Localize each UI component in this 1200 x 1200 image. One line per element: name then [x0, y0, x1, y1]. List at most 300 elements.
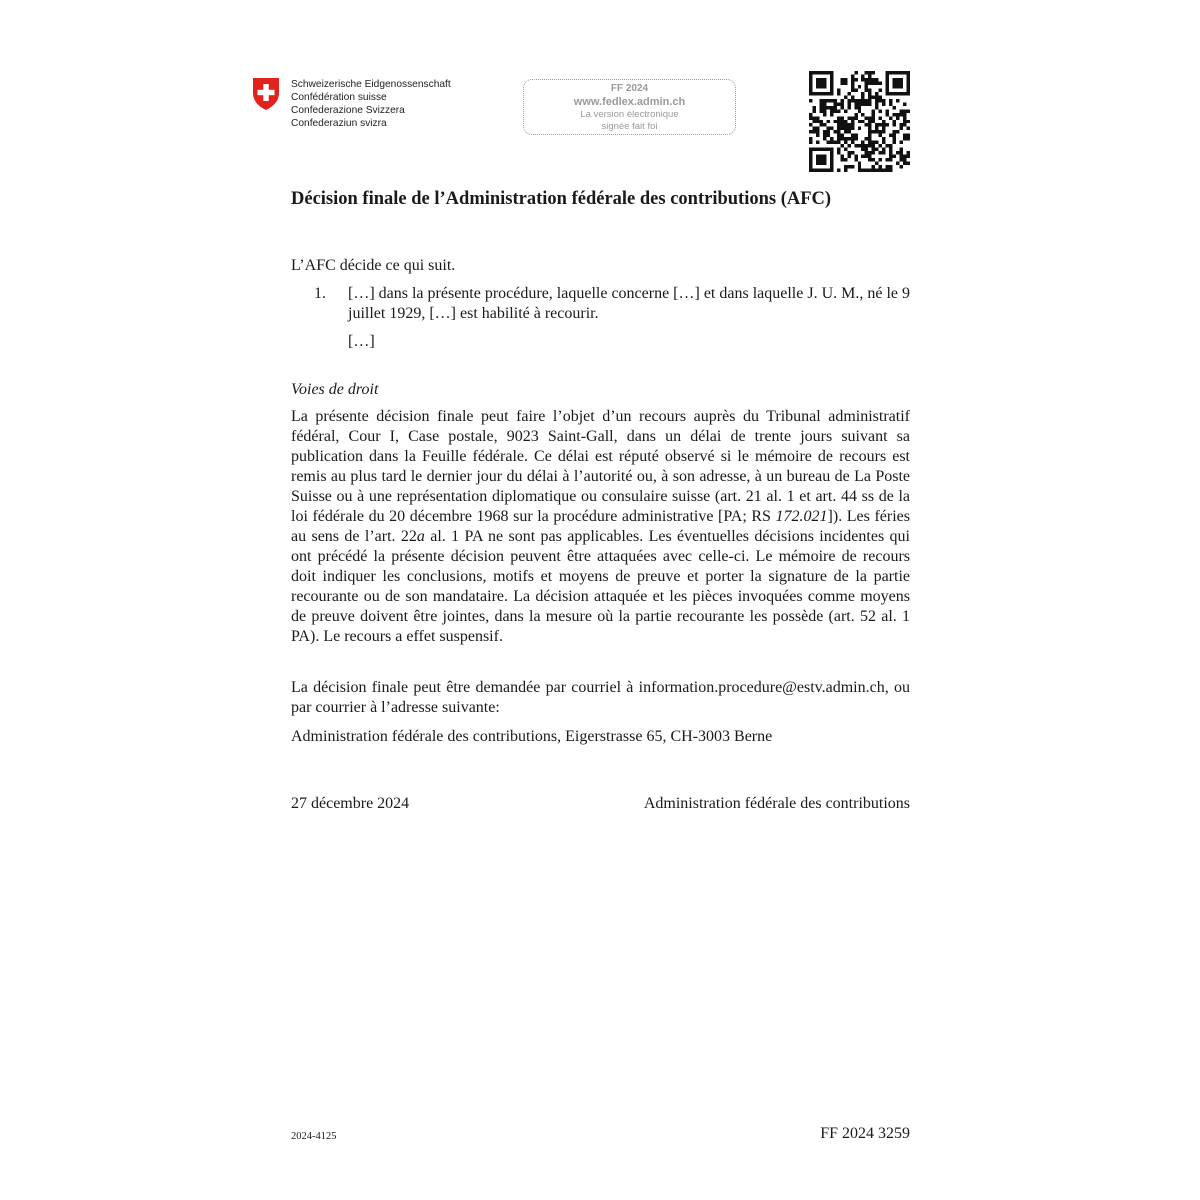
qr-module	[851, 99, 854, 102]
qr-module	[907, 127, 910, 130]
qr-module	[865, 81, 868, 84]
qr-module	[900, 141, 903, 144]
qr-module	[861, 148, 864, 151]
qr-module	[816, 92, 819, 95]
qr-module	[823, 137, 826, 140]
qr-module	[840, 127, 843, 130]
qr-module	[868, 116, 871, 119]
qr-module	[840, 78, 843, 81]
qr-module	[861, 120, 864, 123]
qr-module	[896, 116, 899, 119]
qr-module	[837, 137, 840, 140]
qr-module	[858, 127, 861, 130]
qr-module	[819, 102, 822, 105]
qr-module	[809, 141, 812, 144]
qr-module	[844, 165, 847, 168]
qr-module	[851, 127, 854, 130]
organization-line-it: Confederazione Svizzera	[291, 105, 405, 116]
qr-module	[816, 85, 819, 88]
qr-module	[882, 127, 885, 130]
stamp-line-version: La version électronique	[580, 109, 679, 120]
qr-module	[809, 151, 812, 154]
qr-module	[858, 144, 861, 147]
qr-module	[840, 102, 843, 105]
request-paragraph: La décision finale peut être demandée par courriel à information.procedure@estv.admin.ch, ou par courrier à l’adresse suivante:	[291, 679, 910, 716]
qr-module	[823, 92, 826, 95]
qr-module	[900, 71, 903, 74]
qr-module	[847, 106, 850, 109]
qr-module	[882, 102, 885, 105]
qr-module	[882, 151, 885, 154]
qr-module	[833, 102, 836, 105]
qr-module	[823, 81, 826, 84]
qr-module	[830, 137, 833, 140]
qr-module	[893, 141, 896, 144]
qr-module	[889, 116, 892, 119]
qr-module	[840, 120, 843, 123]
qr-module	[900, 151, 903, 154]
qr-module	[816, 155, 819, 158]
qr-module	[875, 99, 878, 102]
qr-module	[896, 99, 899, 102]
qr-module	[823, 106, 826, 109]
qr-module	[907, 74, 910, 77]
qr-module	[854, 88, 857, 91]
swiss-cross-shield-icon	[252, 77, 280, 111]
qr-module	[875, 78, 878, 81]
qr-module	[823, 99, 826, 102]
qr-module	[819, 123, 822, 126]
qr-module	[854, 78, 857, 81]
qr-module	[872, 113, 875, 116]
qr-module	[851, 134, 854, 137]
qr-module	[858, 102, 861, 105]
qr-module	[875, 141, 878, 144]
qr-module	[812, 120, 815, 123]
qr-module	[819, 85, 822, 88]
qr-module	[893, 85, 896, 88]
qr-module	[872, 71, 875, 74]
qr-module	[868, 120, 871, 123]
qr-module	[903, 120, 906, 123]
qr-module	[903, 109, 906, 112]
qr-module	[882, 141, 885, 144]
qr-module	[872, 78, 875, 81]
qr-module	[868, 130, 871, 133]
qr-module	[851, 116, 854, 119]
qr-module	[900, 113, 903, 116]
qr-module	[907, 109, 910, 112]
qr-module	[858, 109, 861, 112]
qr-module	[879, 130, 882, 133]
qr-module	[879, 95, 882, 98]
footer-page-reference: FF 2024 3259	[820, 1125, 910, 1142]
qr-module	[840, 123, 843, 126]
qr-module	[868, 155, 871, 158]
qr-module	[847, 127, 850, 130]
qr-module	[879, 134, 882, 137]
qr-module	[893, 155, 896, 158]
qr-module	[896, 81, 899, 84]
document-title: Décision finale de l’Administration fédérale des contributions (AFC)	[291, 189, 832, 209]
stamp-line-url: www.fedlex.admin.ch	[573, 96, 686, 108]
qr-module	[830, 99, 833, 102]
qr-module	[840, 99, 843, 102]
qr-module	[872, 148, 875, 151]
qr-module	[900, 109, 903, 112]
qr-module	[886, 113, 889, 116]
qr-module	[844, 169, 847, 172]
qr-module	[903, 137, 906, 140]
qr-module	[900, 148, 903, 151]
qr-module	[893, 134, 896, 137]
qr-module	[889, 99, 892, 102]
qr-module	[816, 134, 819, 137]
stamp-line-ff: FF 2024	[610, 83, 649, 94]
qr-code-icon	[809, 71, 910, 172]
qr-module	[875, 162, 878, 165]
decision-item-text: […] dans la présente procédure, laquelle concerne […] et dans laquelle J. U. M., né le 9 juillet 1929, […] est habilité à recourir.	[348, 285, 910, 322]
qr-module	[844, 81, 847, 84]
qr-module	[819, 120, 822, 123]
qr-module	[868, 127, 871, 130]
qr-module	[889, 165, 892, 168]
qr-module	[886, 165, 889, 168]
qr-module	[875, 123, 878, 126]
qr-module	[837, 151, 840, 154]
qr-module	[840, 158, 843, 161]
qr-module	[872, 141, 875, 144]
qr-module	[865, 78, 868, 81]
qr-module	[879, 165, 882, 168]
qr-module	[830, 85, 833, 88]
qr-module	[889, 155, 892, 158]
qr-module	[900, 81, 903, 84]
qr-module	[861, 95, 864, 98]
qr-module	[875, 81, 878, 84]
qr-module	[823, 130, 826, 133]
qr-module	[851, 85, 854, 88]
qr-module	[907, 155, 910, 158]
qr-module	[826, 106, 829, 109]
qr-module	[865, 116, 868, 119]
qr-module	[823, 123, 826, 126]
qr-module	[847, 151, 850, 154]
qr-module	[809, 99, 812, 102]
qr-module	[847, 165, 850, 168]
qr-module	[907, 78, 910, 81]
qr-module	[826, 130, 829, 133]
qr-module	[830, 81, 833, 84]
qr-module	[854, 144, 857, 147]
qr-module	[854, 137, 857, 140]
qr-module	[816, 81, 819, 84]
qr-module	[907, 71, 910, 74]
qr-module	[851, 151, 854, 154]
qr-module	[868, 95, 871, 98]
qr-module	[844, 158, 847, 161]
qr-module	[893, 123, 896, 126]
qr-module	[875, 169, 878, 172]
section-heading: Voies de droit	[291, 381, 379, 398]
qr-module	[858, 85, 861, 88]
qr-module	[854, 113, 857, 116]
qr-module	[809, 81, 812, 84]
qr-module	[833, 99, 836, 102]
qr-module	[875, 130, 878, 133]
appeal-text-rs-number: 172.021	[775, 508, 828, 525]
qr-module	[816, 78, 819, 81]
qr-module	[900, 155, 903, 158]
qr-module	[907, 137, 910, 140]
qr-module	[872, 165, 875, 168]
qr-module	[861, 169, 864, 172]
qr-module	[854, 71, 857, 74]
qr-module	[893, 92, 896, 95]
qr-module	[830, 92, 833, 95]
qr-module	[847, 92, 850, 95]
qr-module	[872, 144, 875, 147]
qr-module	[837, 141, 840, 144]
qr-module	[844, 127, 847, 130]
qr-module	[903, 158, 906, 161]
qr-module	[868, 74, 871, 77]
organization-line-fr: Confédération suisse	[291, 92, 387, 103]
qr-module	[893, 130, 896, 133]
qr-module	[819, 106, 822, 109]
qr-module	[837, 109, 840, 112]
qr-module	[851, 88, 854, 91]
qr-module	[868, 169, 871, 172]
qr-module	[868, 99, 871, 102]
qr-module	[865, 88, 868, 91]
qr-module	[809, 74, 812, 77]
appeal-text-part3: al. 1 PA ne sont pas applicables. Les éventuelles décisions incidentes qui ont précédé la présente décision peuvent être attaquées avec celle-ci. Le mémoire de recours doit indiquer les conclusions, motifs et moyens de preuve et porter la signature de la partie recourante ou de son mandataire. La décision attaquée et les pièces invoquées comme moyens de preuve doivent être jointes, dans la mesure où la partie recourante les possède (art. 52 al. 1 PA). Le recours a effet suspensif.	[291, 528, 910, 645]
qr-module	[809, 88, 812, 91]
qr-module	[886, 85, 889, 88]
qr-module	[826, 120, 829, 123]
qr-module	[882, 148, 885, 151]
qr-module	[854, 158, 857, 161]
address-paragraph: Administration fédérale des contributions, Eigerstrasse 65, CH-3003 Berne	[291, 728, 773, 745]
qr-module	[816, 120, 819, 123]
qr-module	[809, 113, 812, 116]
qr-module	[889, 71, 892, 74]
qr-module	[837, 92, 840, 95]
qr-module	[816, 116, 819, 119]
qr-module	[837, 123, 840, 126]
appeal-text-article-letter: a	[416, 528, 425, 545]
qr-module	[809, 92, 812, 95]
qr-module	[837, 127, 840, 130]
qr-module	[851, 120, 854, 123]
qr-module	[830, 165, 833, 168]
organization-name	[291, 78, 451, 130]
qr-module	[868, 71, 871, 74]
qr-module	[861, 74, 864, 77]
qr-module	[823, 109, 826, 112]
qr-module	[875, 102, 878, 105]
qr-module	[847, 99, 850, 102]
qr-module	[886, 109, 889, 112]
appeal-text-part1: La présente décision finale peut faire l’objet d’un recours auprès du Tribunal administratif fédéral, Cour I, Case postale, 9023 Saint-Gall, dans un délai de trente jours suivant sa publication dans la Feuille fédérale. Ce délai est réputé observé si le mémoire de recours est remis au plus tard le dernier jour du délai à l’autorité ou, à son adresse, à un bureau de La Poste Suisse ou à une représentation diplomatique ou consulaire suisse (art. 21 al. 1 et art. 44 ss de la loi fédérale du 20 décembre 1968 sur la procédure administrative [PA; RS	[291, 408, 910, 525]
qr-module	[837, 169, 840, 172]
qr-module	[865, 85, 868, 88]
qr-module	[840, 81, 843, 84]
qr-module	[830, 71, 833, 74]
qr-module	[907, 88, 910, 91]
qr-module	[840, 116, 843, 119]
qr-module	[826, 99, 829, 102]
qr-module	[809, 71, 812, 74]
qr-module	[893, 71, 896, 74]
qr-module	[879, 144, 882, 147]
appeal-paragraph	[291, 407, 910, 647]
qr-module	[840, 106, 843, 109]
qr-module	[903, 116, 906, 119]
qr-module	[851, 95, 854, 98]
qr-module	[868, 102, 871, 105]
qr-module	[826, 141, 829, 144]
qr-module	[896, 85, 899, 88]
qr-module	[854, 116, 857, 119]
qr-module	[879, 169, 882, 172]
qr-module	[861, 102, 864, 105]
qr-module	[812, 71, 815, 74]
qr-module	[854, 155, 857, 158]
qr-module	[875, 95, 878, 98]
qr-module	[875, 106, 878, 109]
qr-module	[868, 134, 871, 137]
qr-module	[812, 109, 815, 112]
qr-module	[889, 148, 892, 151]
qr-module	[823, 85, 826, 88]
signature-authority: Administration fédérale des contributions	[643, 795, 910, 812]
qr-module	[833, 130, 836, 133]
qr-module	[837, 148, 840, 151]
publication-stamp	[523, 79, 736, 135]
qr-module	[809, 155, 812, 158]
qr-module	[823, 169, 826, 172]
qr-module	[903, 162, 906, 165]
qr-module	[900, 127, 903, 130]
qr-module	[847, 116, 850, 119]
qr-module	[837, 120, 840, 123]
qr-module	[812, 106, 815, 109]
qr-module	[847, 137, 850, 140]
qr-module	[896, 113, 899, 116]
qr-module	[840, 137, 843, 140]
qr-module	[868, 141, 871, 144]
qr-module	[819, 148, 822, 151]
qr-module	[823, 155, 826, 158]
qr-module	[889, 144, 892, 147]
qr-module	[861, 155, 864, 158]
qr-module	[809, 78, 812, 81]
qr-module	[889, 151, 892, 154]
qr-module	[854, 102, 857, 105]
qr-module	[879, 116, 882, 119]
qr-module	[854, 99, 857, 102]
qr-module	[872, 120, 875, 123]
organization-line-rm: Confederaziun svizra	[291, 118, 387, 129]
qr-module	[847, 102, 850, 105]
qr-module	[819, 71, 822, 74]
qr-module	[816, 127, 819, 130]
qr-module	[816, 71, 819, 74]
qr-module	[830, 151, 833, 154]
qr-module	[882, 137, 885, 140]
qr-module	[830, 109, 833, 112]
qr-module	[847, 130, 850, 133]
qr-module	[875, 127, 878, 130]
qr-module	[879, 158, 882, 161]
qr-module	[819, 155, 822, 158]
qr-module	[903, 71, 906, 74]
appeal-text-part2: ]). Les féries au sens de l’art. 22	[291, 508, 910, 545]
qr-module	[847, 123, 850, 126]
qr-module	[830, 78, 833, 81]
qr-module	[830, 155, 833, 158]
qr-module	[893, 78, 896, 81]
qr-module	[900, 78, 903, 81]
qr-module	[865, 123, 868, 126]
qr-module	[823, 148, 826, 151]
qr-module	[816, 169, 819, 172]
qr-module	[844, 123, 847, 126]
qr-module	[879, 123, 882, 126]
qr-module	[830, 113, 833, 116]
qr-module	[865, 169, 868, 172]
qr-module	[886, 88, 889, 91]
qr-module	[879, 99, 882, 102]
qr-module	[844, 130, 847, 133]
qr-module	[858, 106, 861, 109]
qr-module	[819, 81, 822, 84]
qr-module	[868, 81, 871, 84]
qr-module	[809, 123, 812, 126]
qr-module	[872, 116, 875, 119]
qr-module	[830, 106, 833, 109]
qr-module	[833, 106, 836, 109]
qr-module	[872, 130, 875, 133]
qr-module	[903, 134, 906, 137]
qr-module	[886, 169, 889, 172]
qr-module	[886, 123, 889, 126]
qr-module	[882, 123, 885, 126]
qr-module	[886, 78, 889, 81]
qr-module	[896, 78, 899, 81]
qr-module	[851, 165, 854, 168]
qr-module	[889, 158, 892, 161]
qr-module	[833, 141, 836, 144]
qr-module	[875, 92, 878, 95]
footer-reference: 2024-4125	[291, 1131, 337, 1142]
qr-module	[868, 123, 871, 126]
qr-module	[907, 81, 910, 84]
qr-module	[812, 169, 815, 172]
qr-module	[886, 74, 889, 77]
qr-module	[900, 123, 903, 126]
qr-module	[844, 120, 847, 123]
qr-module	[886, 71, 889, 74]
qr-module	[819, 158, 822, 161]
qr-module	[826, 169, 829, 172]
qr-module	[851, 141, 854, 144]
qr-module	[907, 151, 910, 154]
qr-module	[851, 74, 854, 77]
qr-module	[889, 134, 892, 137]
